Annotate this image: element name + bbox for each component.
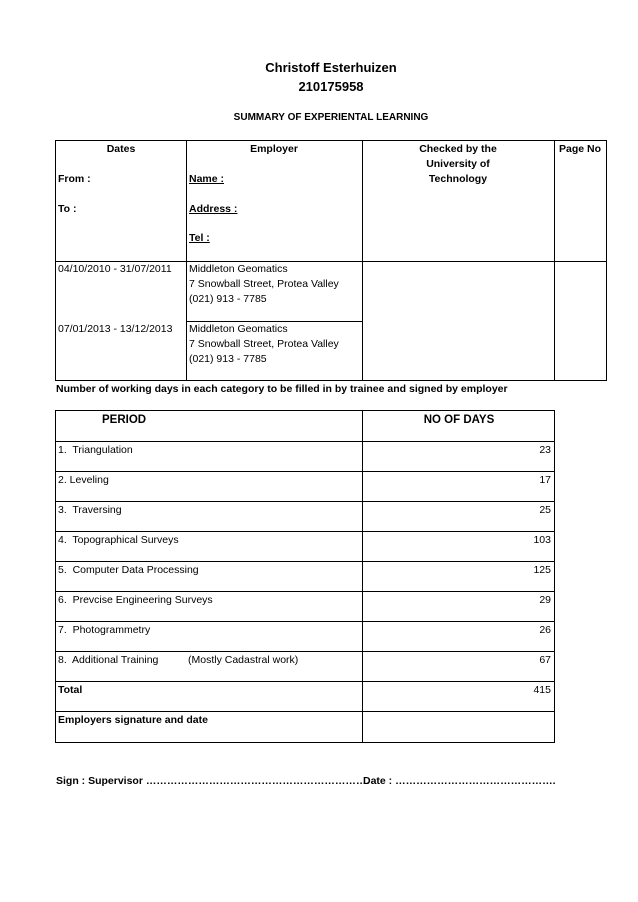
days-value: 23 [539, 444, 551, 456]
table-row [56, 441, 554, 471]
category-label: 2. Leveling [58, 474, 109, 486]
entry-dates: 07/01/2013 - 13/12/2013 [58, 323, 173, 335]
entry-employer: Middleton Geomatics 7 Snowball Street, Protea Valley (021) 913 - 7785 [189, 263, 339, 305]
category-note: (Mostly Cadastral work) [188, 654, 299, 666]
category-label: 1. Triangulation [58, 444, 133, 456]
days-value: 125 [533, 564, 551, 576]
header-period: PERIOD [102, 414, 147, 426]
student-number: 210175958 [298, 79, 364, 94]
instruction-text: Number of working days in each category to be filled in by trainee and signed by employer [56, 383, 508, 395]
table-row [56, 651, 554, 681]
from-label: From : [58, 173, 91, 185]
days-value: 26 [539, 624, 551, 636]
table-row [56, 501, 554, 531]
days-value: 29 [539, 594, 551, 606]
document-subtitle: SUMMARY OF EXPERIENTAL LEARNING [233, 112, 429, 123]
employer-tel-label: Tel : [189, 232, 210, 244]
days-value: 17 [539, 474, 551, 486]
date-line: Date : ………………………………………. [363, 775, 556, 787]
to-label: To : [58, 203, 77, 215]
header-dates: Dates [106, 143, 136, 155]
employer-address-label: Address : [189, 203, 238, 215]
entry-dates: 04/10/2010 - 31/07/2011 [58, 263, 172, 275]
supervisor-signature-line: Sign : Supervisor ………………………………………………………. [56, 775, 370, 787]
table-row [56, 471, 554, 501]
signature-row [56, 711, 554, 742]
employer-signature-label: Employers signature and date [58, 714, 208, 726]
total-row [56, 681, 554, 711]
table-row [56, 621, 554, 651]
days-value: 103 [533, 534, 551, 546]
person-name: Christoff Esterhuizen [265, 60, 397, 75]
category-label: 8. Additional Training [58, 654, 159, 666]
days-value: 67 [539, 654, 551, 666]
table-row [56, 591, 554, 621]
category-label: 4. Topographical Surveys [58, 534, 179, 546]
entry-employer: Middleton Geomatics 7 Snowball Street, Protea Valley (021) 913 - 7785 [189, 323, 339, 365]
total-label: Total [58, 684, 83, 696]
table-row [56, 561, 554, 591]
header-employer: Employer [250, 143, 298, 155]
days-value: 25 [539, 504, 551, 516]
category-label: 3. Traversing [58, 504, 122, 516]
header-no-of-days: NO OF DAYS [423, 414, 495, 426]
table-row [56, 531, 554, 561]
category-label: 7. Photogrammetry [58, 624, 151, 636]
category-label: 6. Prevcise Engineering Surveys [58, 594, 213, 606]
period-days-table [55, 410, 555, 743]
experience-summary-table [55, 140, 607, 381]
category-label: 5. Computer Data Processing [58, 564, 199, 576]
total-days-value: 415 [533, 684, 551, 696]
header-page-no: Page No [558, 143, 601, 155]
header-checked-by: Checked by the University of Technology [419, 143, 497, 185]
employer-name-label: Name : [189, 173, 225, 185]
